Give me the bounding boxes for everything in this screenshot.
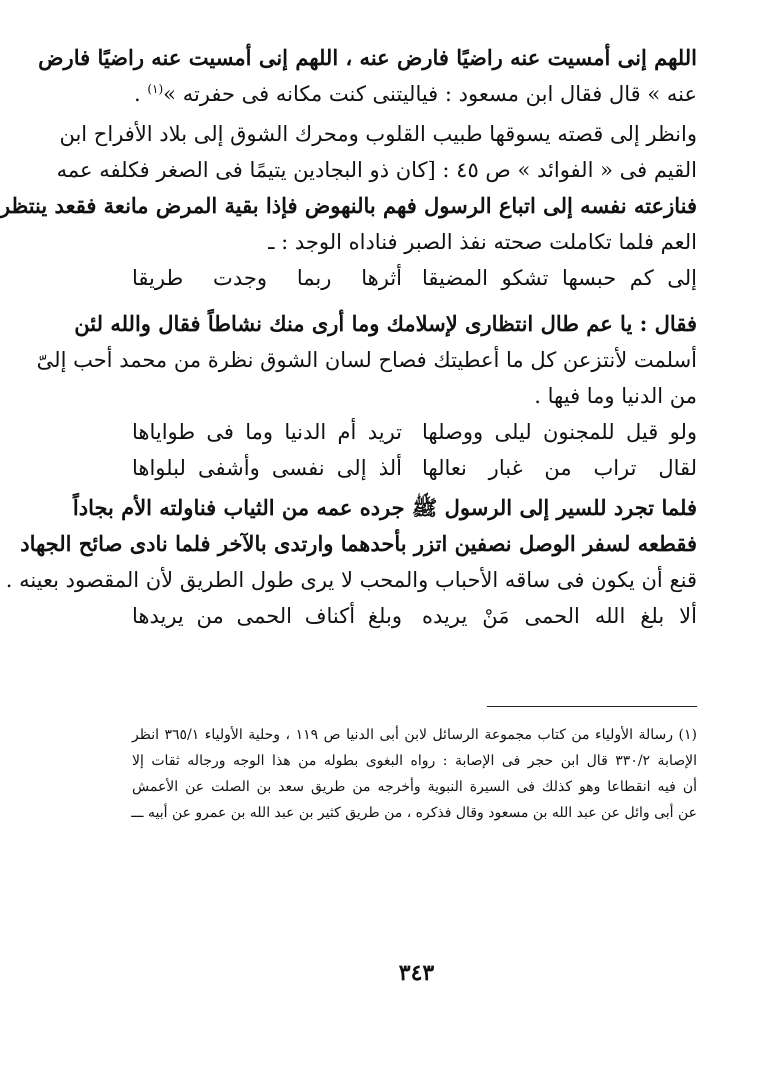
text-line-2-body: عنه » قال فقال ابن مسعود : فياليتنى كنت مكانه فى حفرته » xyxy=(163,82,697,106)
para3-line-2: فقطعه لسفر الوصل نصفين اتزر بأحدهما وارتدى بالآخر فلما نادى صائح الجهاد xyxy=(20,531,697,556)
text-line-2-period: . xyxy=(133,82,141,106)
verse-1-first-hemistich: إلى كم حبسها تشكو المضيقا xyxy=(422,266,697,290)
footnote-line-2: الإصابة ٣٣٠/٢ قال ابن حجر فى الإصابة : رواه البغوى بطوله من هذا الوجه ورجاله ثقات إلا xyxy=(132,753,697,769)
verse-2-line-1 xyxy=(132,414,697,450)
footnote-line-1: (١) رسالة الأولياء من كتاب مجموعة الرسائل لابن أبى الدنيا ص ١١٩ ، وحلية الأولياء ٣٦٥/١ انظر xyxy=(132,727,697,743)
text-line-3: وانظر إلى قصته يسوقها طبيب القلوب ومحرك الشوق إلى بلاد الأفراح ابن xyxy=(59,122,697,146)
verse-3 xyxy=(132,598,697,634)
text-line-2 xyxy=(132,76,697,112)
footnotes xyxy=(132,722,697,826)
verse-1 xyxy=(132,260,697,296)
footnote-reference: (١) xyxy=(147,82,164,96)
main-text xyxy=(0,40,697,634)
para2-line-3: من الدنيا وما فيها . xyxy=(534,384,697,408)
verse-2-line-2-second: ألذ إلى نفسى وأشفى لبلواها xyxy=(132,456,402,480)
verse-2-line-2-first: لقال تراب من غبار نعالها xyxy=(422,456,697,480)
footnote-line-3: أن فيه انقطاعا وهو كذلك فى السيرة النبوية وأخرجه من طريق سعد بن الصلت عن الأعمش xyxy=(132,779,697,795)
verse-2-line-1-second: تريد أم الدنيا وما فى طواياها xyxy=(132,420,402,444)
page-number: ٣٤٣ xyxy=(398,960,435,986)
para2-line-1: فقال : يا عم طال انتظارى لإسلامك وما أرى منك نشاطاً فقال والله لئن xyxy=(74,311,697,336)
para2-line-2: أسلمت لأنتزعن كل ما أعطيتك فصاح لسان الشوق نظرة من محمد أحب إلىّ xyxy=(36,348,697,372)
verse-3-second-hemistich: وبلغ أكناف الحمى من يريدها xyxy=(132,604,402,628)
verse-3-first-hemistich: ألا بلغ الله الحمى مَنْ يريده xyxy=(422,604,697,628)
verse-2-line-2 xyxy=(132,450,697,486)
footnote-divider xyxy=(487,706,697,707)
verse-2-line-1-first: ولو قيل للمجنون ليلى ووصلها xyxy=(422,420,697,444)
para3-line-3: قنع أن يكون فى ساقه الأحباب والمحب لا يرى طول الطريق لأن المقصود بعينه . xyxy=(5,568,697,592)
verse-1-second-hemistich: أثرها ربما وجدت طريقا xyxy=(132,266,402,290)
para3-line-1: فلما تجرد للسير إلى الرسول ﷺ جرده عمه من الثياب فناولته الأم بجاداً xyxy=(72,495,697,520)
text-line-5: فنازعته نفسه إلى اتباع الرسول فهم بالنهوض فإذا بقية المرض مانعة فقعد ينتظر xyxy=(0,193,697,218)
text-line-6: العم فلما تكاملت صحته نفذ الصبر فناداه الوجد : ـ xyxy=(268,230,697,254)
text-line-1: اللهم إنى أمسيت عنه راضيًا فارض عنه ، اللهم إنى أمسيت عنه راضيًا فارض xyxy=(38,45,697,70)
text-line-4: القيم فى « الفوائد » ص ٤٥ : [كان ذو البجادين يتيمًا فى الصغر فكلفه عمه xyxy=(56,158,697,182)
footnote-line-4: عن أبى وائل عن عبد الله بن مسعود وقال فذكره ، من طريق كثير بن عبد الله بن عمرو عن أبيه ـــ xyxy=(131,805,697,821)
